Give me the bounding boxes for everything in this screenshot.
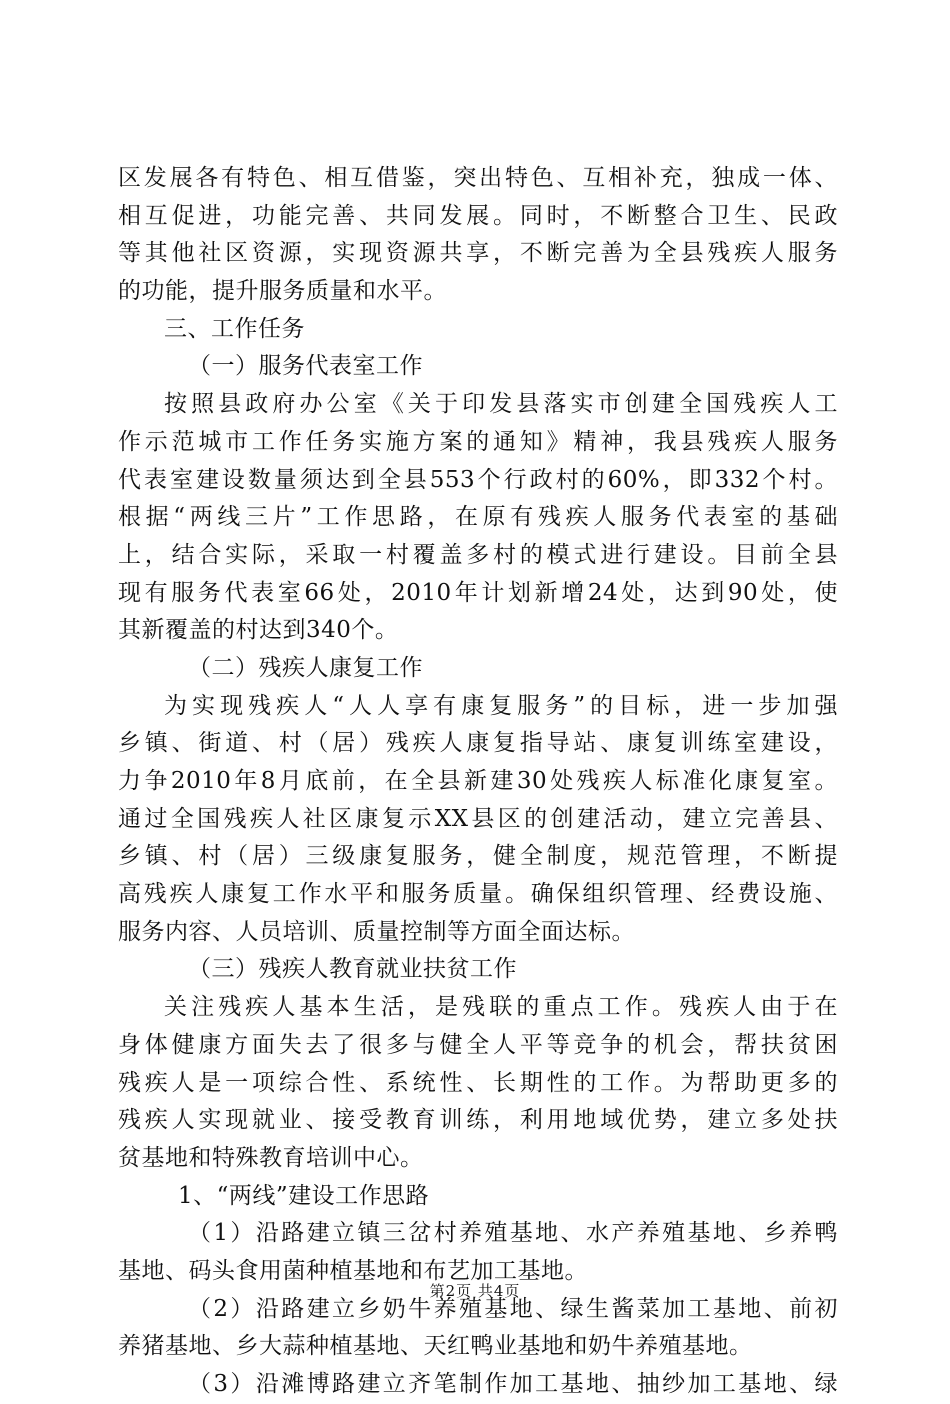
text-line: 三、工作任务 (164, 315, 305, 342)
text-line: 养猪基地、乡大蒜种植基地、天红鸭业基地和奶牛养殖基地。 (118, 1333, 753, 1360)
text-line: 基地、码头食用菌种植基地和布艺加工基地。 (118, 1257, 588, 1284)
body-text (118, 160, 838, 1404)
text-line: （1）沿路建立镇三岔村养殖基地、水产养殖基地、乡养鸭 (188, 1220, 838, 1247)
text-line: 根据“两线三片”工作思路，在原有残疾人服务代表室的基础 (118, 504, 838, 531)
text-line: 现有服务代表室66处，2010年计划新增24处，达到90处，使 (118, 579, 838, 606)
text-line: 通过全国残疾人社区康复示XX县区的创建活动，建立完善县、 (118, 805, 838, 832)
text-line: 乡镇、村（居）三级康复服务，健全制度，规范管理，不断提 (118, 843, 838, 870)
text-line: （三）残疾人教育就业扶贫工作 (188, 956, 517, 983)
text-line: 代表室建设数量须达到全县553个行政村的60%，即332个村。 (118, 466, 838, 493)
text-line: 的功能，提升服务质量和水平。 (118, 278, 447, 305)
text-line: 残疾人实现就业、接受教育训练，利用地域优势，建立多处扶 (118, 1107, 838, 1134)
page-footer: 第2页 共4页 (429, 1282, 521, 1300)
text-line: （3）沿滩博路建立齐笔制作加工基地、抽纱加工基地、绿 (188, 1371, 838, 1397)
text-line: 作示范城市工作任务实施方案的通知》精神，我县残疾人服务 (118, 428, 838, 455)
text-line: 其新覆盖的村达到340个。 (118, 617, 399, 644)
text-line: 力争2010年8月底前，在全县新建30处残疾人标准化康复室。 (118, 768, 838, 794)
text-line: 上，结合实际，采取一村覆盖多村的模式进行建设。目前全县 (118, 541, 838, 568)
text-line: 关注残疾人基本生活，是残联的重点工作。残疾人由于在 (164, 994, 838, 1021)
text-line: （二）残疾人康复工作 (188, 654, 423, 681)
text-line: （一）服务代表室工作 (188, 353, 423, 380)
text-line: （2）沿路建立乡奶牛养殖基地、绿生酱菜加工基地、前初 (188, 1295, 838, 1322)
text-line: 为实现残疾人“人人享有康复服务”的目标，进一步加强 (164, 692, 838, 719)
text-line: 残疾人是一项综合性、系统性、长期性的工作。为帮助更多的 (118, 1069, 838, 1096)
text-line: 区发展各有特色、相互借鉴，突出特色、互相补充，独成一体、 (118, 165, 838, 191)
text-line: 服务内容、人员培训、质量控制等方面全面达标。 (118, 918, 635, 945)
text-line: 相互促进，功能完善、共同发展。同时，不断整合卫生、民政 (118, 202, 838, 229)
text-line: 按照县政府办公室《关于印发县落实市创建全国残疾人工 (164, 391, 838, 418)
text-line: 1、“两线”建设工作思路 (178, 1182, 430, 1209)
text-line: 高残疾人康复工作水平和服务质量。确保组织管理、经费设施、 (118, 881, 838, 908)
text-line: 乡镇、街道、村（居）残疾人康复指导站、康复训练室建设， (118, 730, 838, 757)
text-line: 等其他社区资源，实现资源共享，不断完善为全县残疾人服务 (118, 240, 838, 267)
text-line: 贫基地和特殊教育培训中心。 (118, 1144, 424, 1171)
text-line: 身体健康方面失去了很多与健全人平等竞争的机会，帮扶贫困 (118, 1031, 838, 1058)
